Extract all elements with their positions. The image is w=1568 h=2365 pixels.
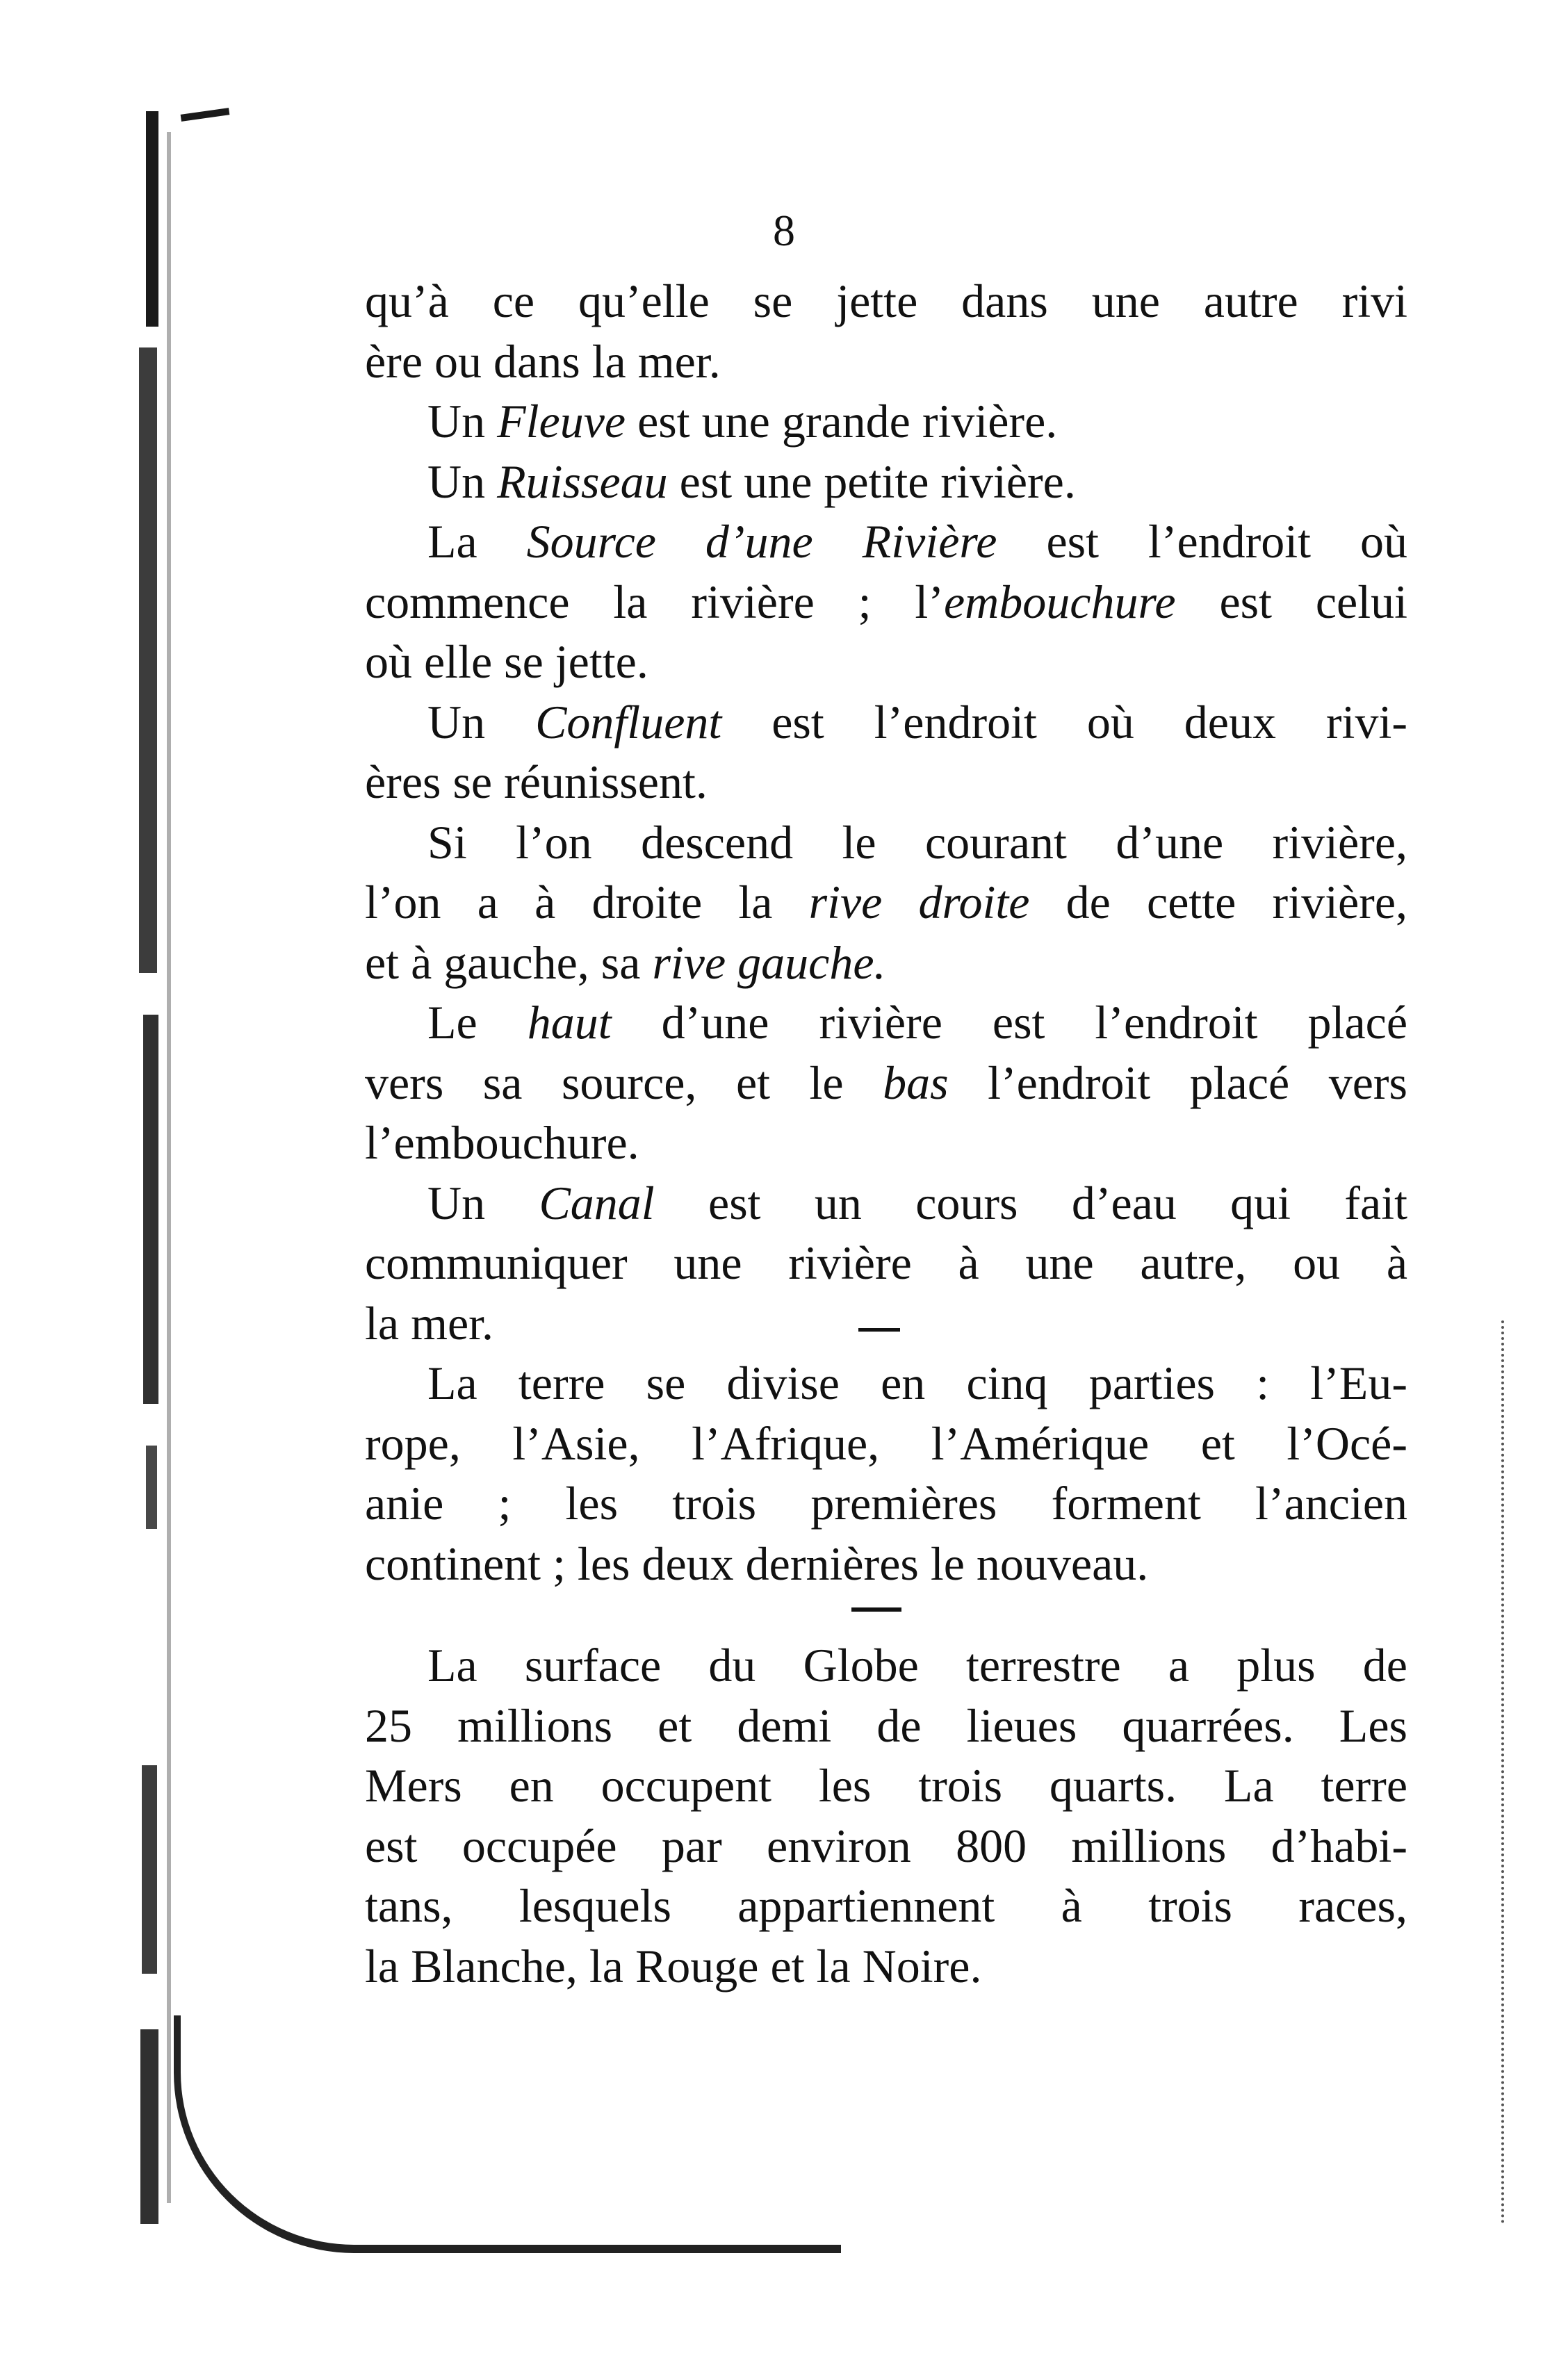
text-line: Un Fleuve est une grande rivière. — [427, 395, 1058, 448]
text-line: la mer. — [365, 1293, 1407, 1354]
text-line: ère ou dans la mer. — [365, 334, 721, 388]
text-line: 25 millions et demi de lieues quarrées. Les — [365, 1699, 1407, 1752]
section-rule — [851, 1607, 901, 1612]
binding-top-mark — [181, 108, 230, 122]
binding-line — [167, 132, 171, 2203]
text-line: vers sa source, et le bas l’endroit placé vers — [365, 1056, 1408, 1109]
binding-shadow — [140, 2029, 158, 2224]
binding-shadow — [139, 347, 157, 973]
binding-edge-artifact — [125, 111, 209, 2238]
text-line: où elle se jette. — [365, 635, 648, 688]
body-text — [365, 271, 1407, 1996]
page-number: 8 — [773, 206, 795, 255]
text-line: La Source d’une Rivière est l’endroit où — [427, 515, 1408, 568]
text-line: est occupée par environ 800 millions d’habi- — [365, 1819, 1407, 1872]
text-line: continent ; les deux dernières le nouveau. — [365, 1537, 1149, 1590]
text-line: Si l’on descend le courant d’une rivière, — [427, 815, 1407, 869]
text-line: l’on a à droite la rive droite de cette rivière, — [365, 876, 1407, 928]
text-line: la Blanche, la Rouge et la Noire. — [365, 1939, 982, 1992]
section-separator — [365, 1594, 1407, 1635]
text-line: et à gauche, sa rive gauche. — [365, 935, 886, 989]
text-line: commence la rivière ; l’embouchure est celui — [365, 575, 1408, 628]
section-rule — [858, 1328, 900, 1332]
text-line: communiquer une rivière à une autre, ou à — [365, 1236, 1407, 1289]
text-line: Un Ruisseau est une petite rivière. — [427, 455, 1076, 508]
binding-shadow — [143, 1015, 158, 1404]
text-line: Un Canal est un cours d’eau qui fait — [427, 1176, 1407, 1229]
text-line: La surface du Globe terrestre a plus de — [427, 1639, 1407, 1692]
text-line: anie ; les trois premières forment l’ancien — [365, 1477, 1407, 1530]
scan-speckles — [1473, 1320, 1504, 2224]
binding-shadow — [146, 1446, 157, 1529]
text-line: tans, lesquels appartiennent à trois races, — [365, 1879, 1407, 1932]
page-edge-curve — [174, 2015, 841, 2253]
text-line: Le haut d’une rivière est l’endroit placé — [427, 996, 1407, 1049]
text-line: Un Confluent est l’endroit où deux rivi- — [427, 695, 1407, 748]
binding-shadow — [142, 1765, 157, 1974]
text-line: La terre se divise en cinq parties : l’Eu- — [427, 1357, 1407, 1409]
text-line: Mers en occupent les trois quarts. La terre — [365, 1759, 1407, 1812]
text-line: rope, l’Asie, l’Afrique, l’Amérique et l’Océ- — [365, 1416, 1407, 1470]
text-line: l’embouchure. — [365, 1116, 639, 1169]
text-line: qu’à ce qu’elle se jette dans une autre rivi — [365, 275, 1407, 327]
text-line: ères se réunissent. — [365, 755, 708, 808]
